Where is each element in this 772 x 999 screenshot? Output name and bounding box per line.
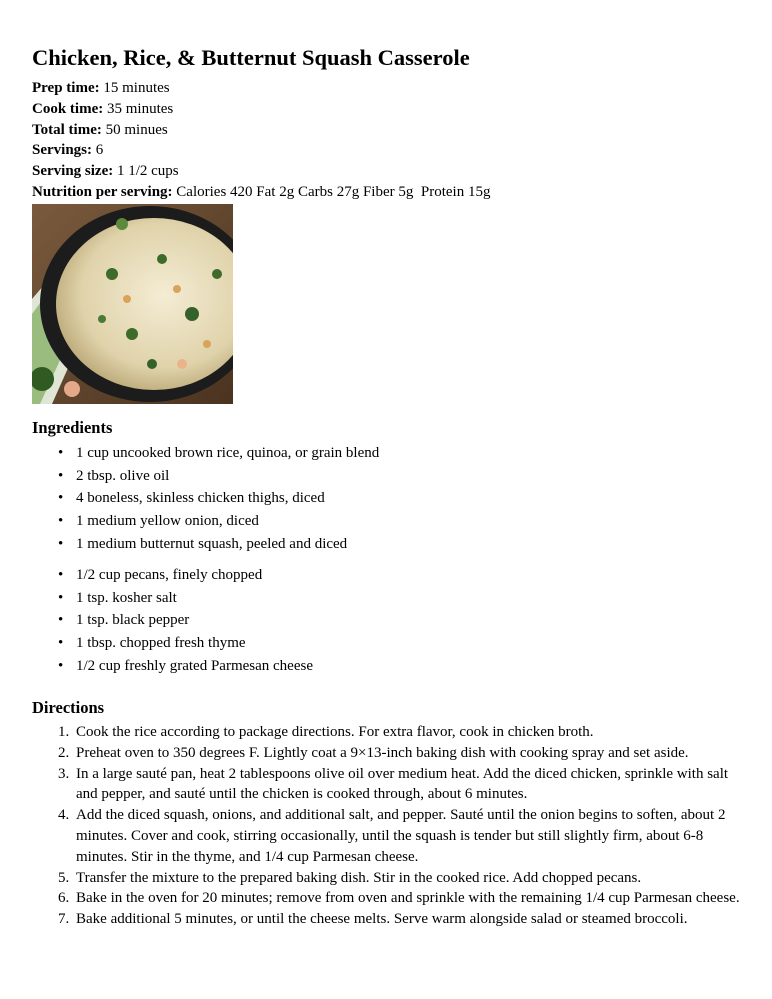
ingredients-heading: Ingredients xyxy=(32,418,113,437)
total-time: Total time: 50 minues xyxy=(32,121,168,138)
direction-step: 2. Preheat oven to 350 degrees F. Lightly coat a 9×13-inch baking dish with cooking spray and set aside. xyxy=(58,744,689,761)
direction-step: 6. Bake in the oven for 20 minutes; remove from oven and sprinkle with the remaining 1/4 cup Parmesan cheese. xyxy=(58,890,740,907)
list-item: • 2 tbsp. olive oil xyxy=(32,465,379,488)
direction-step: 1. Cook the rice according to package directions. For extra flavor, cook in chicken broth. xyxy=(58,724,594,740)
direction-step: 5. Transfer the mixture to the prepared baking dish. Stir in the cooked rice. Add chopped pecans. xyxy=(58,869,642,886)
servings: Servings: 6 xyxy=(32,142,104,159)
direction-step: 7. Bake additional 5 minutes, or until the cheese melts. Serve warm alongside salad or steamed broccoli. xyxy=(58,911,688,928)
list-item: • 1 medium yellow onion, diced xyxy=(32,510,379,533)
ingredients-list-2 xyxy=(32,564,313,678)
list-item: • 1 tbsp. chopped fresh thyme xyxy=(32,632,313,655)
nutrition: Nutrition per serving: Calories 420 Fat 2g Carbs 27g Fiber 5g Protein 15g xyxy=(32,183,491,200)
ingredients-list-1 xyxy=(32,442,379,556)
list-item: • 1/2 cup freshly grated Parmesan cheese xyxy=(32,655,313,678)
direction-step: 3. In a large sauté pan, heat 2 tablespoons olive oil over medium heat. Add the diced chicken, sprinkle with salt and pepper, and sauté until the chicken is cooked through, about 6 minutes. xyxy=(58,765,729,803)
prep-time: Prep time: 15 minutes xyxy=(32,80,170,96)
directions-list xyxy=(32,722,742,930)
direction-step: 4. Add the diced squash, onions, and additional salt, and pepper. Sauté until the onion begins to soften, about 2 minutes. Cover and cook, stirring occasionally, until the squash is tender but still slightly firm, about 6-8 minutes. Stir in the thyme, and 1/4 cup Parmesan cheese. xyxy=(58,807,726,865)
list-item: • 1 medium butternut squash, peeled and diced xyxy=(32,533,379,556)
recipe-meta xyxy=(32,78,490,203)
cook-time: Cook time: 35 minutes xyxy=(32,100,174,117)
list-item: • 1 tsp. black pepper xyxy=(32,609,313,632)
recipe-title: Chicken, Rice, & Butternut Squash Casserole xyxy=(32,45,470,70)
list-item: • 1 cup uncooked brown rice, quinoa, or grain blend xyxy=(32,442,379,465)
casserole-photo xyxy=(32,204,233,404)
list-item: • 1 tsp. kosher salt xyxy=(32,587,313,610)
list-item: • 4 boneless, skinless chicken thighs, diced xyxy=(32,487,379,510)
directions-heading: Directions xyxy=(32,698,105,717)
serving-size: Serving size: 1 1/2 cups xyxy=(32,163,179,180)
list-item: • 1/2 cup pecans, finely chopped xyxy=(32,564,313,587)
